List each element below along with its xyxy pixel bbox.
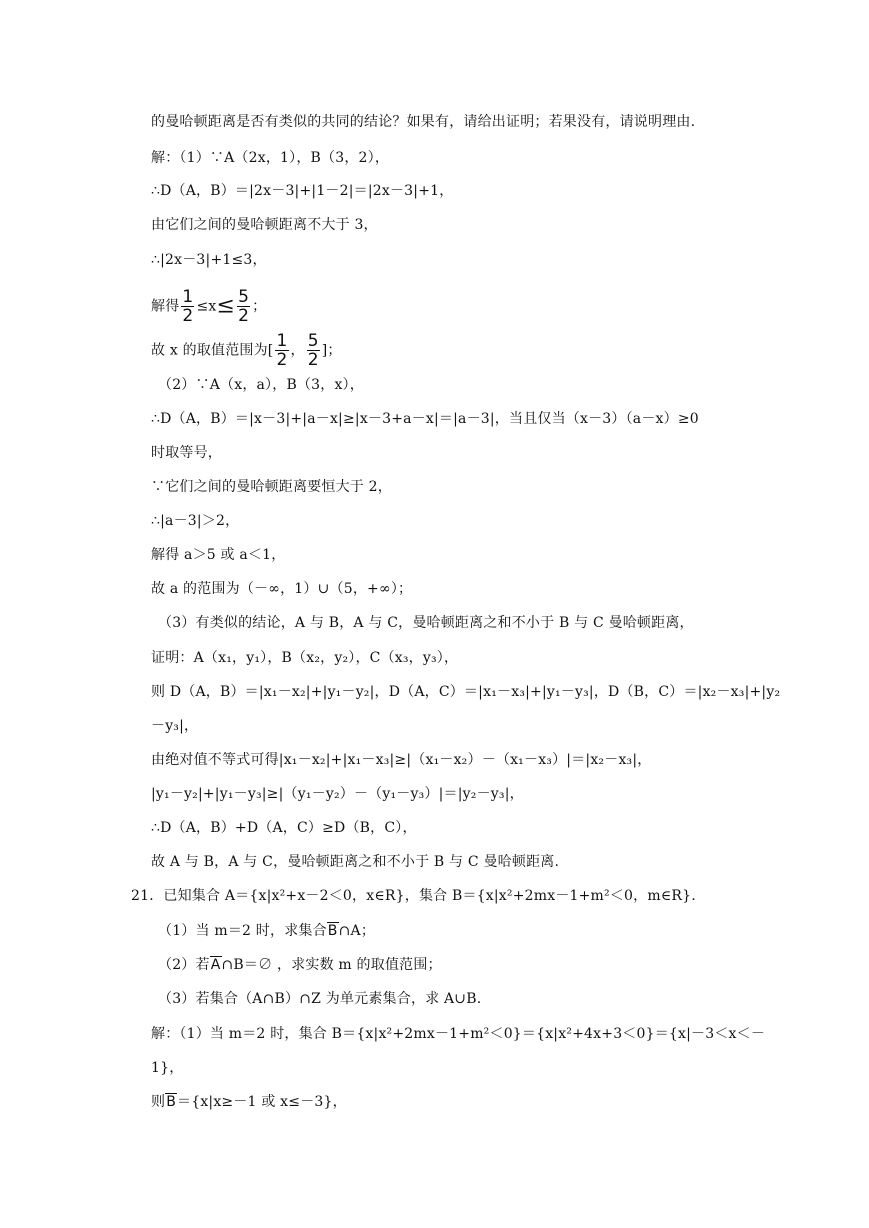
line-prefix: （2）若 bbox=[158, 957, 210, 973]
text-line: （3）有类似的结论，A 与 B，A 与 C，曼哈顿距离之和不小于 B 与 C 曼哈顿距离， bbox=[158, 615, 694, 631]
line-suffix: ]； bbox=[321, 342, 342, 359]
line-suffix: ∩B＝∅ ，求实数 m 的取值范围； bbox=[221, 957, 442, 973]
text-line: 解：（1）∵A（2x，1），B（3，2）， bbox=[151, 150, 390, 166]
complement-symbol: B bbox=[327, 923, 338, 939]
complement-symbol: A bbox=[210, 957, 221, 973]
line-prefix: 则 bbox=[151, 1094, 166, 1110]
text-line: －y₃|， bbox=[151, 718, 199, 734]
text-line: 故 a 的范围为（－∞，1）∪（5，+∞）； bbox=[151, 581, 413, 597]
text-line: ∴D（A，B）＝|2x－3|+|1－2|＝|2x－3|+1， bbox=[151, 183, 454, 199]
text-line: |y₁－y₂|+|y₁－y₃|≥|（y₁－y₂）－（y₁－y₃）|＝|y₂－y₃|， bbox=[151, 786, 524, 802]
text-line: ∴D（A，B）＝|x－3|+|a－x|≥|x－3+a－x|＝|a－3|，当且仅当（x－3）（a－x）≥0 bbox=[151, 411, 699, 427]
text-line: ∴|a－3|＞2， bbox=[151, 513, 240, 529]
text-line: ∵它们之间的曼哈顿距离要恒大于 2， bbox=[151, 479, 392, 495]
text-line: 1}， bbox=[151, 1060, 184, 1076]
text-line: 则 D（A，B）＝|x₁－x₂|+|y₁－y₂|，D（A，C）＝|x₁－x₃|+|y₁－y₃|，D（B，C）＝|x₂－x₃|+|y₂ bbox=[151, 684, 781, 700]
text-line: 时取等号， bbox=[151, 445, 222, 461]
text-line-overbar bbox=[158, 955, 442, 975]
text-line: 由绝对值不等式可得|x₁－x₂|+|x₁－x₃|≥|（x₁－x₂）－（x₁－x₃）|＝|x₂－x₃|， bbox=[151, 752, 652, 768]
text-line-overbar bbox=[151, 1092, 347, 1112]
text-line: （2）∵A（x，a），B（3，x）， bbox=[158, 377, 364, 393]
fraction: $\frac{1}{2}$ bbox=[182, 287, 194, 326]
text-line-fraction bbox=[151, 331, 342, 370]
text-line: 证明：A（x₁，y₁），B（x₂，y₂），C（x₃，y₃）， bbox=[151, 650, 459, 666]
le-symbol: ≤ bbox=[216, 293, 236, 319]
text-line: 故 A 与 B，A 与 C，曼哈顿距离之和不小于 B 与 C 曼哈顿距离. bbox=[151, 854, 560, 870]
line-suffix: ； bbox=[252, 298, 267, 315]
text-line-fraction bbox=[151, 287, 267, 326]
text-line: 的曼哈顿距离是否有类似的共同的结论？如果有，请给出证明；若果没有，请说明理由. bbox=[151, 114, 696, 130]
line-prefix: 解得 bbox=[151, 298, 180, 315]
text-line: （3）若集合（A∩B）∩Z 为单元素集合，求 A∪B. bbox=[158, 991, 482, 1007]
line-prefix: （1）当 m＝2 时，求集合 bbox=[158, 923, 327, 939]
text-line-overbar bbox=[158, 921, 375, 941]
text-line: ∴|2x－3|+1≤3， bbox=[151, 252, 267, 268]
complement-symbol: B bbox=[166, 1094, 177, 1110]
fraction: $\frac{5}{2}$ bbox=[238, 287, 250, 326]
question-line: 21．已知集合 A＝{x|x²+x－2＜0，x∈R}，集合 B＝{x|x²+2mx－1+m²＜0，m∈R}. bbox=[131, 888, 696, 904]
text-line: 由它们之间的曼哈顿距离不大于 3， bbox=[151, 217, 378, 233]
line-prefix: 故 x 的取值范围为[ bbox=[151, 342, 274, 359]
text-line: 解：（1）当 m＝2 时，集合 B＝{x|x²+2mx－1+m²＜0}＝{x|x²+4x+3＜0}＝{x|－3＜x＜－ bbox=[151, 1026, 766, 1042]
text-line: ∴D（A，B）+D（A，C）≥D（B，C）， bbox=[151, 820, 417, 836]
line-suffix: ＝{x|x≥－1 或 x≤－3}， bbox=[177, 1094, 347, 1110]
text-line: 解得 a＞5 或 a＜1， bbox=[151, 547, 286, 563]
fraction: $\frac{5}{2}$ bbox=[307, 331, 319, 370]
separator: ， bbox=[290, 342, 305, 359]
fraction: $\frac{1}{2}$ bbox=[276, 331, 288, 370]
line-suffix: ∩A； bbox=[338, 923, 376, 939]
inequality-text: ≤x bbox=[196, 298, 217, 315]
